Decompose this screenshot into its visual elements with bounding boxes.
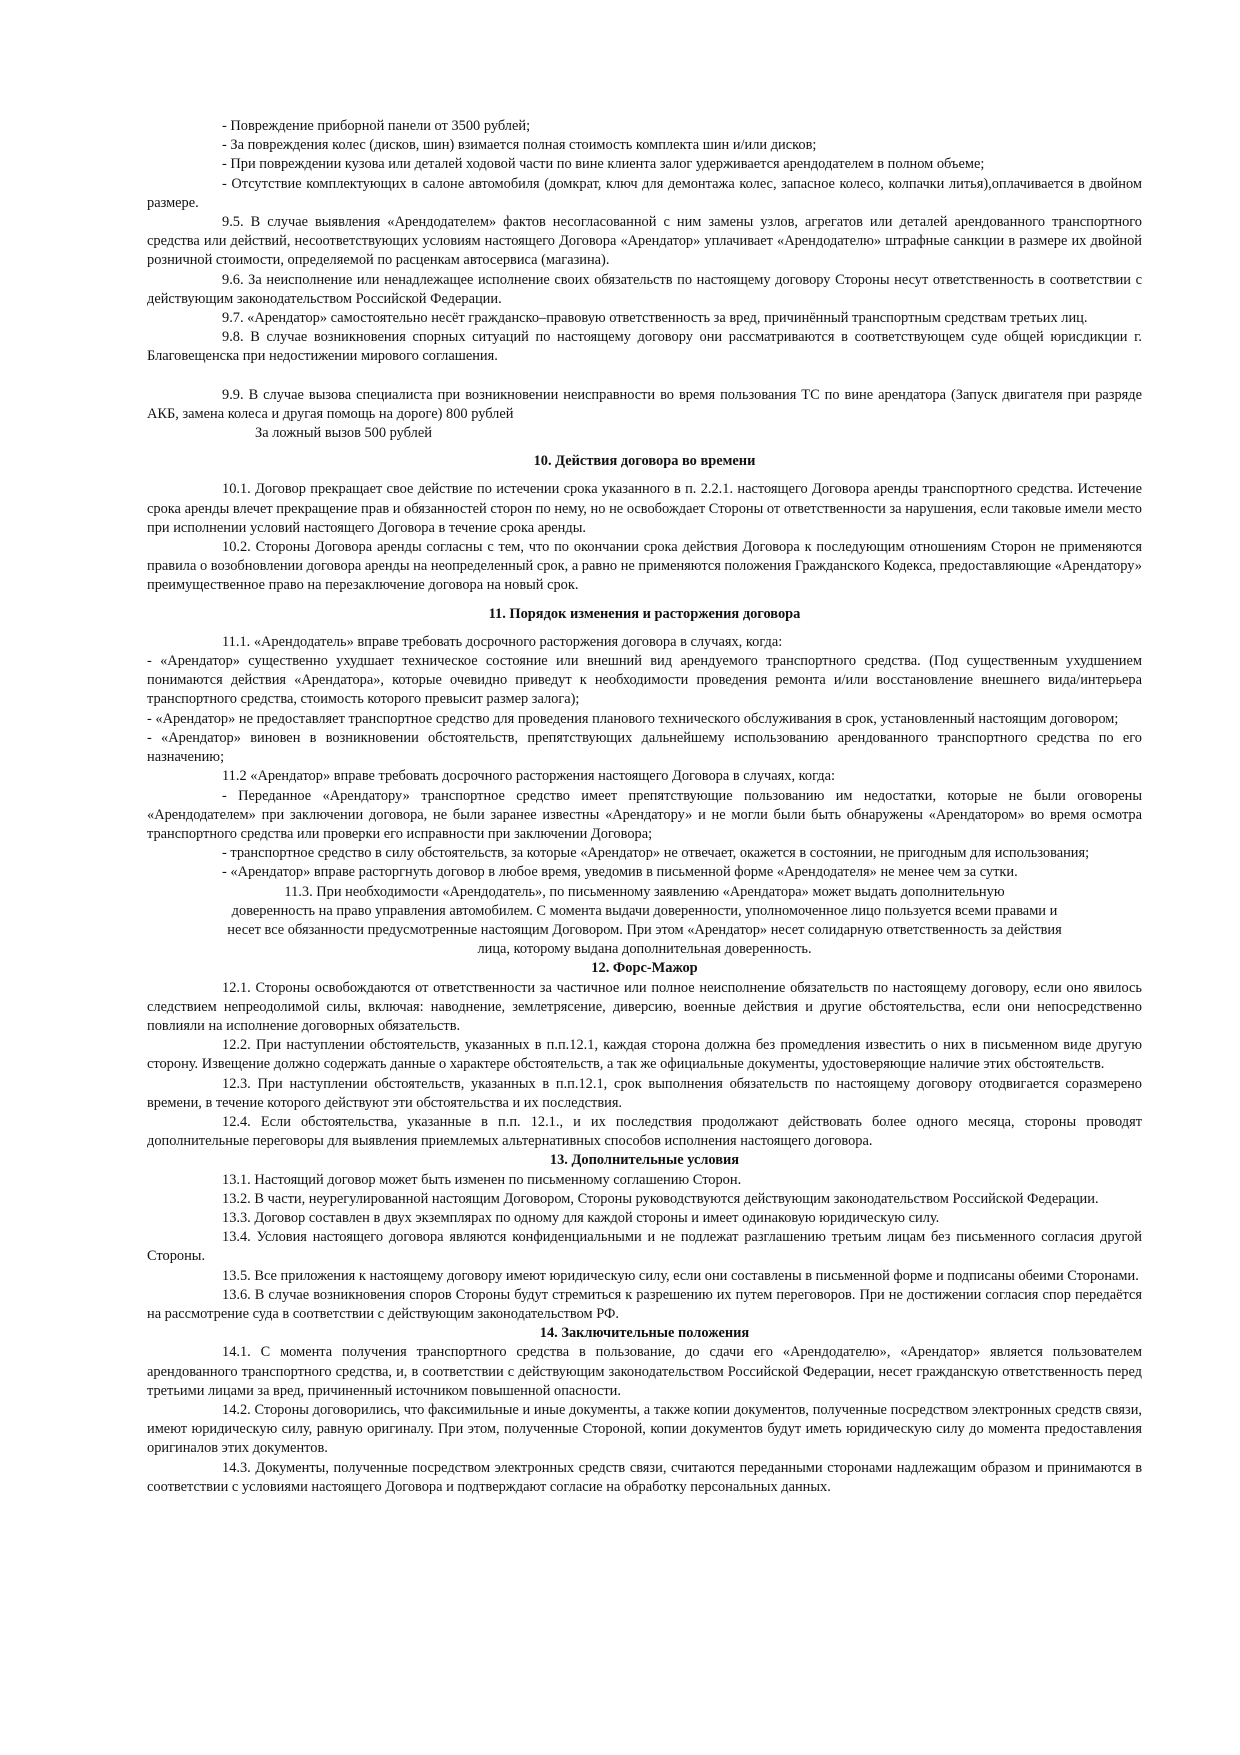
- clause-10-1: 10.1. Договор прекращает свое действие по истечении срока указанного в п. 2.2.1. настоящего Договора аренды транспортного средства. Истечение срока аренды влечет прекращение прав и обязанностей сторон по нему, но не освобождает Стороны от ответственности за нарушения, если таковые имели место при исполнении условий настоящего Договора в течение срока аренды.: [147, 481, 1142, 536]
- clause-13-3: 13.3. Договор составлен в двух экземплярах по одному для каждой стороны и имеет одинаковую юридическую силу.: [222, 1209, 940, 1226]
- clause-9-8: 9.8. В случае возникновения спорных ситуаций по настоящему договору они рассматриваются в соответствующем суде общей юрисдикции г. Благовещенска при недостижении мирового соглашения.: [147, 329, 1142, 365]
- list-item: - При повреждении кузова или деталей ходовой части по вине клиента залог удерживается арендодателем в полном объеме;: [222, 156, 985, 173]
- clause-9-5: 9.5. В случае выявления «Арендодателем» фактов несогласованной с ним замены узлов, агрегатов или деталей арендованного транспортного средства или действий, несоответствующих условиям настоящего Договора «Арендатор» уплачивает «Арендодателю» штрафные санкции в размере их двойной розничной стоимости, определяемой по расценкам автосервиса (магазина).: [147, 214, 1142, 269]
- clause-11-3-line: 11.3. При необходимости «Арендодатель», по письменному заявлению «Арендатора» может выдать дополнительную: [284, 883, 1005, 900]
- spacer: [147, 624, 1142, 633]
- clause-14-2: 14.2. Стороны договорились, что факсимильные и иные документы, а также копии документов, полученные посредством электронных средств связи, имеют юридическую силу, равную оригиналу. При этом, полученные Стороной, копии документов будут иметь юридическую силу до момента предоставления оригиналов этих документов.: [147, 1402, 1142, 1457]
- clause-14-1: 14.1. С момента получения транспортного средства в пользование, до сдачи его «Арендодателю», «Арендатор» является пользователем арендованного транспортного средства, и, в соответствии с действующим законодательством Российской Федерации, несет гражданскую ответственность перед третьими лицами за вред, причиненный источником повышенной опасности.: [147, 1344, 1142, 1399]
- clause-11-2-a: - Переданное «Арендатору» транспортное средство имеет препятствующие пользованию им недостатки, которые не были оговорены «Арендодателем» при заключении договора, не были заранее известны «Арендатору» и не могли были быть обнаружены «Арендатором» во время осмотра транспортного средства или проверки его исправности при заключении Договора;: [147, 787, 1142, 842]
- section-heading-14: 14. Заключительные положения: [539, 1325, 750, 1342]
- clause-13-5: 13.5. Все приложения к настоящему договору имеют юридическую силу, если они составлены в письменной форме и подписаны обеими Сторонами.: [222, 1267, 1139, 1284]
- clause-14-3: 14.3. Документы, полученные посредством электронных средств связи, считаются переданными сторонами надлежащим образом и принимаются в соответствии с условиями настоящего Договора и подтверждают согласие на обработку персональных данных.: [147, 1459, 1142, 1495]
- clause-11-2-b: - транспортное средство в силу обстоятельств, за которые «Арендатор» не отвечает, окажется в состоянии, не пригодным для использования;: [222, 845, 1090, 862]
- clause-13-4: 13.4. Условия настоящего договора являются конфиденциальными и не подлежат разглашению третьим лицам без письменного согласия другой Стороны.: [147, 1229, 1142, 1265]
- spacer: [147, 443, 1142, 452]
- clause-11-1-b: - «Арендатор» не предоставляет транспортное средство для проведения планового технического обслуживания в срок, установленный настоящим договором;: [147, 710, 1119, 727]
- clause-9-7: 9.7. «Арендатор» самостоятельно несёт гражданско–правовую ответственность за вред, причинённый транспортным средствам третьих лиц.: [222, 310, 1088, 327]
- clause-12-1: 12.1. Стороны освобождаются от ответственности за частичное или полное неисполнение обязательств по настоящему договору, если оно явилось следствием непреодолимой силы, включая: наводнение, землетрясение, диверсию, военные действия и другие обстоятельства, если они непосредственно повлияли на исполнение договорных обязательств.: [147, 979, 1142, 1034]
- clause-11-3-line: лица, которому выдана дополнительная доверенность.: [477, 941, 812, 958]
- clause-9-9-false-call: За ложный вызов 500 рублей: [255, 425, 432, 442]
- list-item: - Отсутствие комплектующих в салоне автомобиля (домкрат, ключ для демонтажа колес, запасное колесо, колпачки литья),оплачивается в двойном размере.: [147, 175, 1142, 211]
- spacer: [147, 367, 1142, 386]
- section-heading-12: 12. Форс-Мажор: [591, 960, 698, 977]
- clause-11-3-line: несет все обязанности предусмотренные настоящим Договором. При этом «Арендатор» несет солидарную ответственность за действия: [227, 921, 1062, 938]
- clause-9-6: 9.6. За неисполнение или ненадлежащее исполнение своих обязательств по настоящему договору Стороны несут ответственность в соответствии с действующим законодательством Российской Федерации.: [147, 271, 1142, 307]
- clause-11-3: [147, 883, 1142, 960]
- clause-11-1: 11.1. «Арендодатель» вправе требовать досрочного расторжения договора в случаях, когда:: [222, 633, 783, 650]
- clause-13-1: 13.1. Настоящий договор может быть изменен по письменному соглашению Сторон.: [222, 1171, 742, 1188]
- clause-12-4: 12.4. Если обстоятельства, указанные в п.п. 12.1., и их последствия продолжают действовать более одного месяца, стороны проводят дополнительные переговоры для выявления приемлемых альтернативных способов исполнения настоящего договора.: [147, 1113, 1142, 1150]
- clause-11-2-c: - «Арендатор» вправе расторгнуть договор в любое время, уведомив в письменной форме «Арендодателя» не менее чем за сутки.: [222, 864, 1018, 881]
- clause-13-6: 13.6. В случае возникновения споров Стороны будут стремиться к разрешению их путем переговоров. При не достижении согласия спор передаётся на рассмотрение суда в соответствии с действующим законодательством РФ.: [147, 1286, 1142, 1322]
- spacer: [147, 596, 1142, 605]
- clause-9-9: 9.9. В случае вызова специалиста при возникновении неисправности во время пользования ТС по вине арендатора (Запуск двигателя при разряде АКБ, замена колеса и другая помощь на дороге) 800 рублей: [147, 386, 1142, 422]
- spacer: [147, 471, 1142, 480]
- clause-10-2: 10.2. Стороны Договора аренды согласны с тем, что по окончании срока действия Договора к последующим отношениям Сторон не применяются правила о возобновлении договора аренды на неопределенный срок, а равно не применяются положения Гражданского Кодекса, предоставляющие «Арендатору» преимущественное право на перезаключение договора на новый срок.: [147, 539, 1142, 594]
- list-item: - Повреждение приборной панели от 3500 рублей;: [222, 118, 531, 134]
- section-heading-10: 10. Действия договора во времени: [533, 453, 756, 470]
- clause-13-2: 13.2. В части, неурегулированной настоящим Договором, Стороны руководствуются действующим законодательством Российской Федерации.: [222, 1190, 1099, 1207]
- clause-11-3-line: доверенность на право управления автомобилем. С момента выдачи доверенности, уполномоченное лицо пользуется всеми правами и: [231, 902, 1058, 919]
- list-item: - За повреждения колес (дисков, шин) взимается полная стоимость комплекта шин и/или дисков;: [222, 137, 817, 154]
- section-heading-13: 13. Дополнительные условия: [549, 1152, 740, 1169]
- section-heading-11: 11. Порядок изменения и расторжения договора: [488, 605, 801, 622]
- clause-11-1-c: - «Арендатор» виновен в возникновении обстоятельств, препятствующих дальнейшему использованию арендованного транспортного средства по его назначению;: [147, 729, 1142, 766]
- document-page: [147, 117, 1142, 1497]
- clause-11-2: 11.2 «Арендатор» вправе требовать досрочного расторжения настоящего Договора в случаях, когда:: [222, 768, 835, 785]
- clause-12-3: 12.3. При наступлении обстоятельств, указанных в п.п.12.1, срок выполнения обязательств по настоящему договору отодвигается соразмерено времени, в течение которого действуют эти обстоятельства и их последствия.: [147, 1075, 1142, 1111]
- clause-11-1-a: - «Арендатор» существенно ухудшает техническое состояние или внешний вид арендуемого транспортного средства. (Под существенным ухудшением понимаются действия «Арендатора», которые очевидно приведут к необходимости проведения ремонта и/или восстановление внешнего вида/интерьера транспортного средства, стоимость которого превысит размер залога);: [147, 653, 1142, 708]
- clause-12-2: 12.2. При наступлении обстоятельств, указанных в п.п.12.1, каждая сторона должна без промедления известить о них в письменном виде другую сторону. Извещение должно содержать данные о характере обстоятельств, а так же официальные документы, удостоверяющие наличие этих обстоятельств.: [147, 1037, 1142, 1073]
